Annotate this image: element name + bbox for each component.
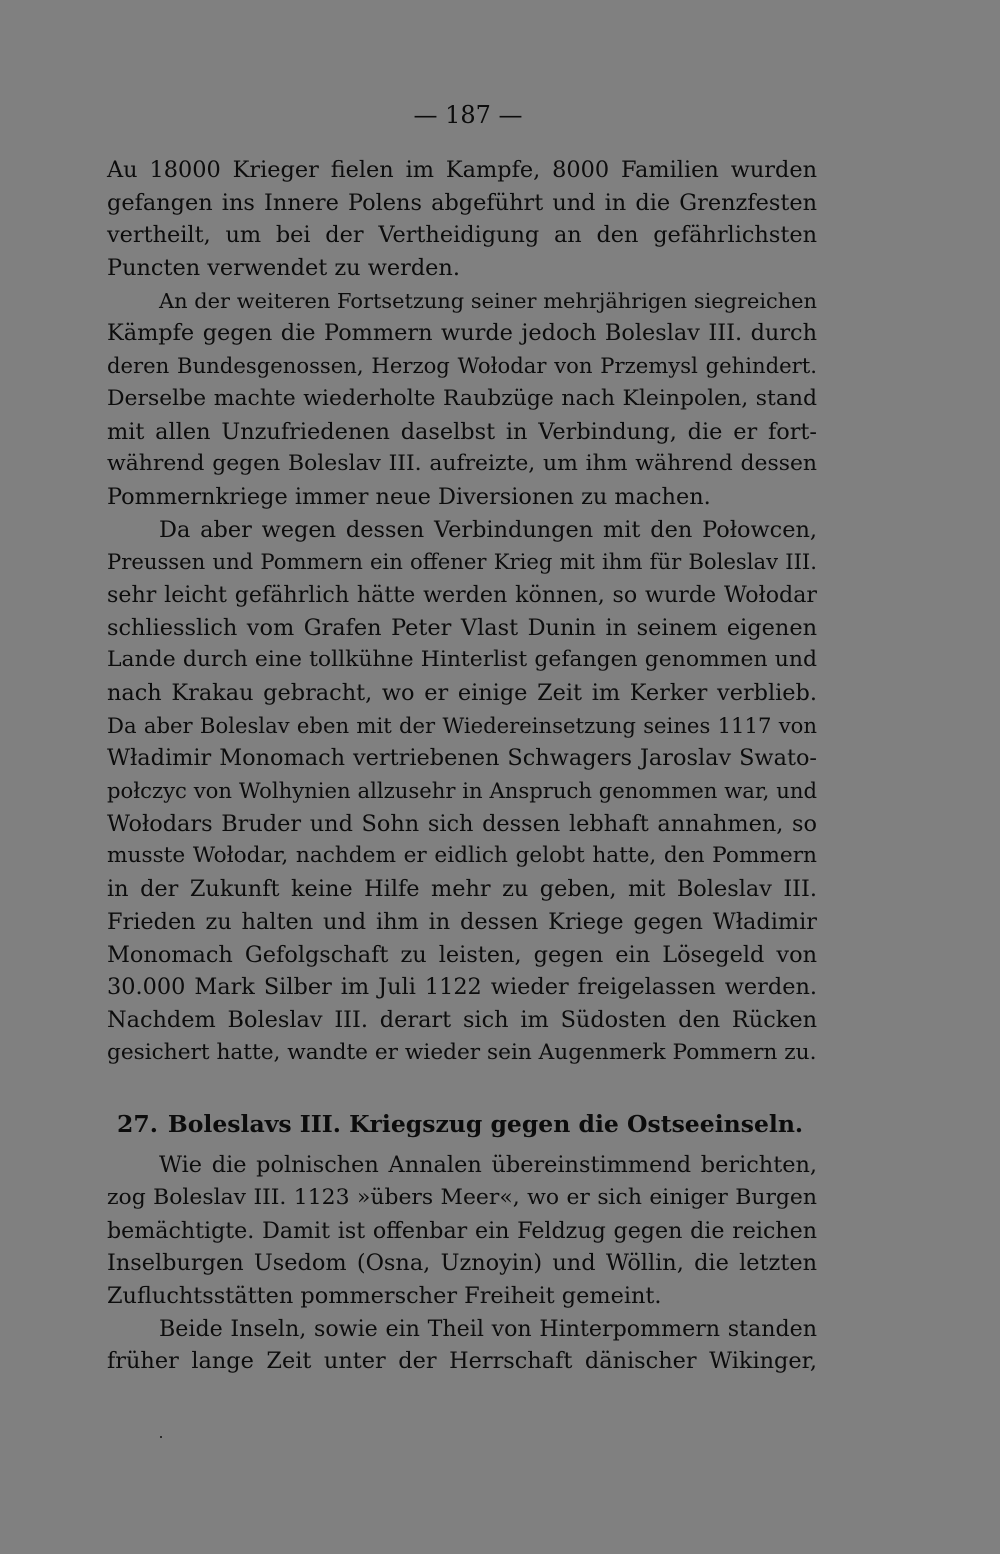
text-line: 30.000 Mark Silber im Juli 1122 wieder freigelassen werden.	[107, 974, 817, 1001]
text-line: gesichert hatte, wandte er wieder sein Augenmerk Pommern zu.	[107, 1039, 817, 1065]
text-line: vertheilt, um bei der Vertheidigung an den gefährlichsten	[107, 222, 817, 249]
text-line: Wołodars Bruder und Sohn sich dessen lebhaft annahmen, so	[107, 810, 817, 837]
text-line: in der Zukunft keine Hilfe mehr zu geben, mit Boleslav III.	[107, 876, 817, 903]
text-line: Lande durch eine tollkühne Hinterlist gefangen genommen und	[107, 647, 817, 673]
text-line: zog Boleslav III. 1123 »übers Meer«, wo er sich einiger Burgen	[107, 1184, 817, 1210]
text-line: Preussen und Pommern ein offener Krieg mit ihm für Boleslav III.	[107, 549, 817, 575]
book-page	[107, 100, 817, 1378]
section-heading	[117, 1109, 817, 1139]
text-line: Derselbe machte wiederholte Raubzüge nach Kleinpolen, stand	[107, 385, 817, 411]
text-line: An der weiteren Fortsetzung seiner mehrjährigen siegreichen	[159, 288, 817, 313]
text-line: Pommernkriege immer neue Diversionen zu machen.	[107, 483, 711, 510]
text-line: bemächtigte. Damit ist offenbar ein Feldzug gegen die reichen	[107, 1217, 817, 1244]
text-line: Inselburgen Usedom (Osna, Uznoyin) und Wöllin, die letzten	[107, 1250, 817, 1277]
section-title: Boleslavs III. Kriegszug gegen die Ostseeinseln.	[167, 1110, 804, 1139]
text-line: Monomach Gefolgschaft zu leisten, gegen ein Lösegeld von	[107, 941, 817, 968]
text-line: gefangen ins Innere Polens abgeführt und in die Grenzfesten	[107, 189, 817, 216]
text-line: deren Bundesgenossen, Herzog Wołodar von Przemysl gehindert.	[107, 353, 817, 379]
text-line: Puncten verwendet zu werden.	[107, 255, 460, 282]
text-line: Władimir Monomach vertriebenen Schwagers Jaroslav Swato-	[107, 745, 817, 772]
text-line: połczyc von Wolhynien allzusehr in Anspruch genommen war, und	[107, 778, 817, 804]
text-line: Da aber Boleslav eben mit der Wiedereinsetzung seines 1117 von	[107, 712, 817, 738]
body-text-after	[107, 1149, 817, 1378]
text-line: Kämpfe gegen die Pommern wurde jedoch Boleslav III. durch	[107, 320, 817, 347]
body-text-before	[107, 154, 817, 1069]
text-line: musste Wołodar, nachdem er eidlich gelobt hatte, den Pommern	[107, 843, 817, 869]
page-number: — 187 —	[413, 101, 523, 129]
paragraph	[107, 154, 817, 285]
text-line: während gegen Boleslav III. aufreizte, um ihm während dessen	[107, 451, 817, 477]
paragraph	[107, 1313, 817, 1378]
text-line: Beide Inseln, sowie ein Theil von Hinterpommern standen	[159, 1315, 817, 1342]
text-line: schliesslich vom Grafen Peter Vlast Dunin in seinem eigenen	[107, 614, 817, 641]
section-number: 27.	[117, 1110, 158, 1139]
text-line: Au 18000 Krieger fielen im Kampfe, 8000 Familien wurden	[107, 157, 817, 183]
text-line: nach Krakau gebracht, wo er einige Zeit im Kerker verblieb.	[107, 680, 817, 706]
paragraph	[107, 1149, 817, 1312]
text-line: früher lange Zeit unter der Herrschaft dänischer Wikinger,	[107, 1348, 817, 1375]
text-line: mit allen Unzufriedenen daselbst in Verbindung, die er fort-	[107, 418, 817, 445]
text-line: Da aber wegen dessen Verbindungen mit den Połowcen,	[159, 516, 817, 543]
paragraph	[107, 285, 817, 514]
text-line: Nachdem Boleslav III. derart sich im Südosten den Rücken	[107, 1006, 817, 1033]
paper-speck	[160, 1436, 162, 1438]
text-line: Wie die polnischen Annalen übereinstimmend berichten,	[159, 1152, 817, 1179]
paragraph	[107, 514, 817, 1070]
text-line: Zufluchtsstätten pommerscher Freiheit gemeint.	[107, 1283, 662, 1309]
text-line: Frieden zu halten und ihm in dessen Kriege gegen Władimir	[107, 908, 817, 935]
text-line: sehr leicht gefährlich hätte werden können, so wurde Wołodar	[107, 581, 817, 608]
